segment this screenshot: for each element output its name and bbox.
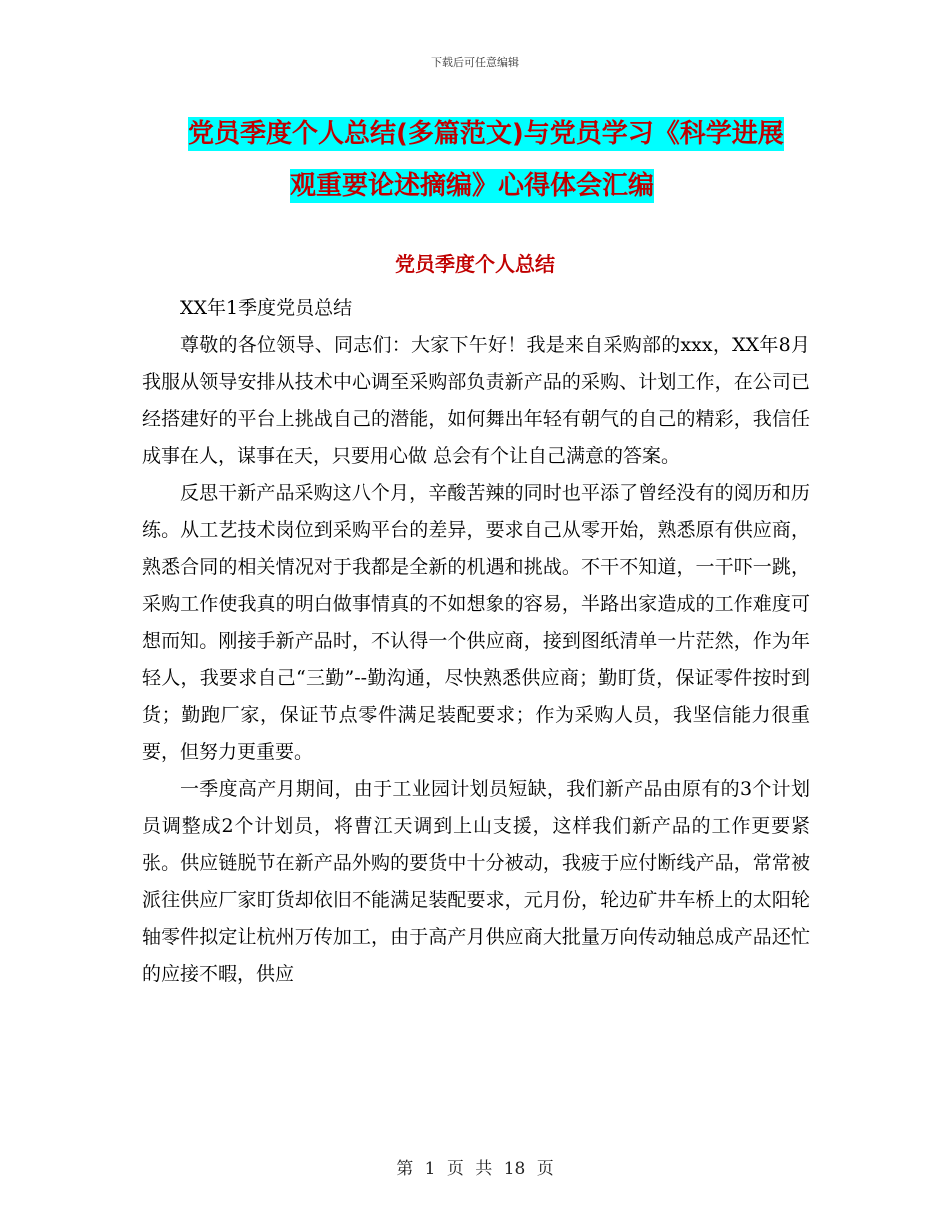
paragraph: 尊敬的各位领导、同志们：大家下午好！我是来自采购部的xxx，XX年8月我服从领导安排从技术中心调至采购部负责新产品的采购、计划工作，在公司已经搭建好的平台上挑战自己的潜能，如何舞出年轻有朝气的自己的精彩，我信任成事在人，谋事在天，只要用心做 总会有个让自己满意的答案。 [142,334,810,467]
paragraph: 反思干新产品采购这八个月，辛酸苦辣的同时也平添了曾经没有的阅历和历练。从工艺技术岗位到采购平台的差异，要求自己从零开始，熟悉原有供应商，熟悉合同的相关情况对于我都是全新的机遇和挑战。不干不知道，一干吓一跳，采购工作使我真的明白做事情真的不如想象的容易，半路出家造成的工作难度可想而知。刚接手新产品时，不认得一个供应商，接到图纸清单一片茫然，作为年轻人，我要求自己“三勤”--勤沟通，尽快熟悉供应商；勤盯货，保证零件按时到货；勤跑厂家，保证节点零件满足装配要求；作为采购人员，我坚信能力很重要，但努力更重要。 [142,482,810,763]
title-line-1: 党员季度个人总结(多篇范文)与党员学习《科学进展 [188,119,784,149]
title-line-2: 观重要论述摘编》心得体会汇编 [290,171,655,201]
header-note: 下载后可任意编辑 [431,56,519,69]
document-title [188,108,828,212]
paragraph: 一季度高产月期间，由于工业园计划员短缺，我们新产品由原有的3个计划员调整成2个计划员，将曹江天调到上山支援，这样我们新产品的工作更要紧张。供应链脱节在新产品外购的要货中十分被动，我疲于应付断线产品，常常被派往供应厂家盯货却依旧不能满足装配要求，元月份，轮边矿井车桥上的太阳轮轴零件拟定让杭州万传加工，由于高产月供应商大批量万向传动轴总成产品还忙的应接不暇，供应 [142,778,810,985]
section-heading: 党员季度个人总结 [395,252,555,276]
document-body [142,290,810,993]
paragraph: XX年1季度党员总结 [180,297,353,319]
page-number-footer: 第 1 页 共 18 页 [396,1159,554,1179]
